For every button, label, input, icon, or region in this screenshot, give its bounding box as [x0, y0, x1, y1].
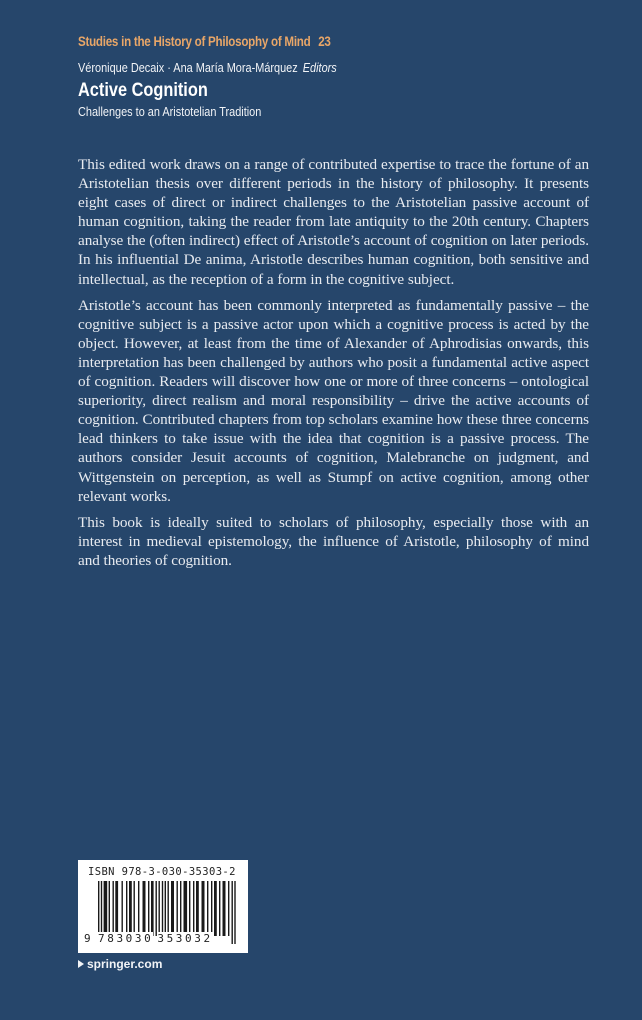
editors-role: Editors: [302, 60, 337, 75]
editors-line: [78, 59, 515, 76]
series-number: 23: [318, 34, 331, 49]
barcode-digit-group-1: 783030: [98, 932, 154, 945]
series-line: [78, 33, 525, 51]
book-title: Active Cognition: [78, 80, 208, 101]
barcode-digit-first: 9: [84, 932, 91, 945]
series-name: Studies in the History of Philosophy of Mind: [78, 34, 311, 49]
isbn-barcode: [78, 860, 248, 953]
website-label: springer.com: [87, 957, 163, 971]
description-blurb: [78, 155, 589, 577]
isbn-label: ISBN 978-3-030-35303-2: [88, 866, 236, 878]
publisher-website-link[interactable]: [78, 957, 162, 971]
cover-header: [78, 33, 598, 120]
barcode-digit-group-2: 353032: [157, 932, 213, 945]
book-subtitle: Challenges to an Aristotelian Tradition: [78, 104, 262, 119]
play-arrow-icon: [78, 960, 84, 968]
editors-names: Véronique Decaix · Ana María Mora-Márquez: [78, 60, 298, 75]
blurb-paragraph-1: This edited work draws on a range of contributed expertise to trace the fortune of an Aristotelian thesis over different periods in the history of philosophy. It presents eight cases of direct or indirect challenges to the Aristotelian passive account of human cognition, taking the reader from late antiquity to the 20th century. Chapters analyse the (often indirect) effect of Aristotle’s account of cognition on later periods. In his influential De anima, Aristotle describes human cognition, both sensitive and intellectual, as the reception of a form in the cognitive subject.: [78, 156, 589, 288]
blurb-paragraph-2: Aristotle’s account has been commonly interpreted as fundamentally passive – the cognitive subject is a passive actor upon which a cognitive process is acted by the object. However, at least from the time of Alexander of Aphrodisias onwards, this interpretation has been challenged by authors who posit a fundamental active aspect of cognition. Readers will discover how one or more of three concerns – ontological superiority, direct realism and moral responsibility – drive the active accounts of cognition. Contributed chapters from top scholars examine how these three concerns lead thinkers to take issue with the idea that cognition is a passive process. The authors consider Jesuit accounts of cognition, Malebranche on judgment, and Wittgenstein on perception, as well as Stumpf on active cognition, among other relevant works.: [78, 296, 589, 505]
barcode-digits: [84, 932, 213, 945]
blurb-paragraph-3: This book is ideally suited to scholars of philosophy, especially those with an interest in medieval epistemology, the influence of Aristotle, philosophy of mind and theories of cognition.: [78, 513, 589, 569]
